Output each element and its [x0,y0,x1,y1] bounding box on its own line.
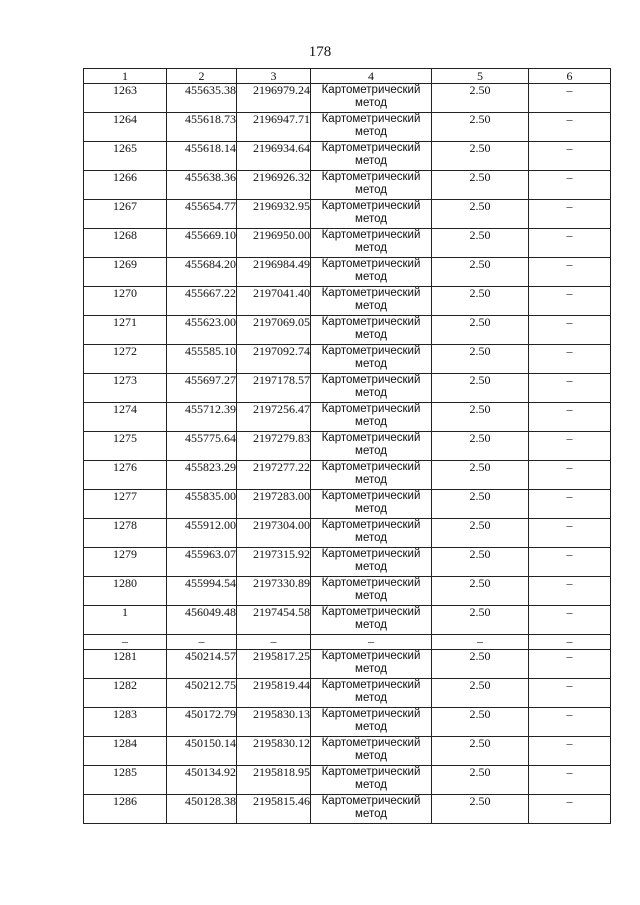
method-line-2: метод [355,271,387,283]
note-cell: – [529,200,611,229]
table-row [84,708,611,737]
point-number-cell: 1277 [84,490,167,519]
column-header: 5 [432,69,529,84]
note-cell: – [529,432,611,461]
note-cell: – [529,403,611,432]
x-coordinate-cell: 455697.27 [167,374,237,403]
y-coordinate-cell: 2196979.24 [237,84,311,113]
method-line-1: Картометрический [321,84,421,96]
method-line-2: метод [355,721,387,733]
note-cell: – [529,171,611,200]
point-number-cell: 1267 [84,200,167,229]
x-coordinate-cell: 450150.14 [167,737,237,766]
accuracy-cell: 2.50 [432,548,529,577]
x-coordinate-cell: 455635.38 [167,84,237,113]
method-cell [311,461,432,490]
table-row [84,345,611,374]
method-line-1: Картометрический [321,113,421,125]
accuracy-cell: 2.50 [432,287,529,316]
note-cell: – [529,795,611,824]
note-cell: – [529,606,611,635]
y-coordinate-cell: 2196932.95 [237,200,311,229]
y-coordinate-cell: 2197279.83 [237,432,311,461]
table-row [84,258,611,287]
table-row [84,113,611,142]
method-line-1: Картометрический [321,142,421,154]
point-number-cell: 1286 [84,795,167,824]
note-cell: – [529,345,611,374]
method-cell [311,766,432,795]
table-row [84,490,611,519]
point-number-cell: 1281 [84,650,167,679]
method-line-2: метод [355,779,387,791]
method-line-2: метод [355,590,387,602]
method-line-2: метод [355,155,387,167]
method-cell [311,403,432,432]
method-line-2: метод [355,329,387,341]
accuracy-cell: 2.50 [432,84,529,113]
table-row [84,403,611,432]
separator-cell: – [311,635,432,650]
method-line-2: метод [355,692,387,704]
y-coordinate-cell: 2197454.58 [237,606,311,635]
note-cell: – [529,490,611,519]
x-coordinate-cell: 450128.38 [167,795,237,824]
method-line-1: Картометрический [321,345,421,357]
x-coordinate-cell: 450134.92 [167,766,237,795]
method-cell [311,229,432,258]
method-cell [311,84,432,113]
separator-cell: – [432,635,529,650]
point-number-cell: 1272 [84,345,167,374]
note-cell: – [529,461,611,490]
table-row [84,737,611,766]
method-line-2: метод [355,300,387,312]
y-coordinate-cell: 2195830.13 [237,708,311,737]
coordinates-table [83,68,611,824]
note-cell: – [529,258,611,287]
note-cell: – [529,316,611,345]
table-row [84,577,611,606]
table-row [84,650,611,679]
point-number-cell: 1283 [84,708,167,737]
y-coordinate-cell: 2197283.00 [237,490,311,519]
column-header: 3 [237,69,311,84]
method-line-1: Картометрический [321,650,421,662]
method-line-2: метод [355,416,387,428]
column-header: 6 [529,69,611,84]
accuracy-cell: 2.50 [432,650,529,679]
y-coordinate-cell: 2195830.12 [237,737,311,766]
accuracy-cell: 2.50 [432,679,529,708]
point-number-cell: 1282 [84,679,167,708]
point-number-cell: 1 [84,606,167,635]
method-cell [311,258,432,287]
table-row [84,679,611,708]
table-row [84,229,611,258]
note-cell: – [529,708,611,737]
accuracy-cell: 2.50 [432,795,529,824]
table-row [84,432,611,461]
accuracy-cell: 2.50 [432,606,529,635]
y-coordinate-cell: 2196984.49 [237,258,311,287]
x-coordinate-cell: 455912.00 [167,519,237,548]
column-header: 1 [84,69,167,84]
method-line-1: Картометрический [321,374,421,386]
table-row [84,142,611,171]
method-cell [311,490,432,519]
point-number-cell: 1275 [84,432,167,461]
y-coordinate-cell: 2197092.74 [237,345,311,374]
method-line-2: метод [355,213,387,225]
table-row [84,795,611,824]
accuracy-cell: 2.50 [432,519,529,548]
y-coordinate-cell: 2197304.00 [237,519,311,548]
method-line-1: Картометрический [321,171,421,183]
accuracy-cell: 2.50 [432,113,529,142]
table-row [84,548,611,577]
table-row [84,606,611,635]
method-line-2: метод [355,750,387,762]
method-cell [311,708,432,737]
y-coordinate-cell: 2197178.57 [237,374,311,403]
method-cell [311,287,432,316]
y-coordinate-cell: 2197330.89 [237,577,311,606]
y-coordinate-cell: 2195815.46 [237,795,311,824]
table-row [84,200,611,229]
method-line-1: Картометрический [321,461,421,473]
accuracy-cell: 2.50 [432,766,529,795]
method-cell [311,200,432,229]
method-cell [311,113,432,142]
method-cell [311,171,432,200]
method-line-1: Картометрический [321,708,421,720]
note-cell: – [529,766,611,795]
separator-cell: – [237,635,311,650]
note-cell: – [529,84,611,113]
table-row [84,287,611,316]
accuracy-cell: 2.50 [432,708,529,737]
y-coordinate-cell: 2197277.22 [237,461,311,490]
method-line-2: метод [355,619,387,631]
method-line-1: Картометрический [321,287,421,299]
method-cell [311,679,432,708]
method-line-2: метод [355,474,387,486]
method-line-1: Картометрический [321,490,421,502]
method-cell [311,606,432,635]
table-row [84,461,611,490]
point-number-cell: 1265 [84,142,167,171]
table-row [84,171,611,200]
x-coordinate-cell: 455618.73 [167,113,237,142]
note-cell: – [529,142,611,171]
note-cell: – [529,679,611,708]
accuracy-cell: 2.50 [432,142,529,171]
method-line-2: метод [355,561,387,573]
method-cell [311,432,432,461]
accuracy-cell: 2.50 [432,577,529,606]
method-line-2: метод [355,503,387,515]
x-coordinate-cell: 456049.48 [167,606,237,635]
method-line-1: Картометрический [321,432,421,444]
column-header: 4 [311,69,432,84]
method-cell [311,737,432,766]
method-line-1: Картометрический [321,229,421,241]
note-cell: – [529,519,611,548]
y-coordinate-cell: 2196950.00 [237,229,311,258]
method-line-2: метод [355,663,387,675]
accuracy-cell: 2.50 [432,403,529,432]
note-cell: – [529,374,611,403]
point-number-cell: 1263 [84,84,167,113]
method-line-1: Картометрический [321,403,421,415]
note-cell: – [529,229,611,258]
point-number-cell: 1268 [84,229,167,258]
accuracy-cell: 2.50 [432,490,529,519]
point-number-cell: 1276 [84,461,167,490]
method-cell [311,795,432,824]
accuracy-cell: 2.50 [432,316,529,345]
method-line-1: Картометрический [321,606,421,618]
method-line-2: метод [355,184,387,196]
table-row [84,766,611,795]
separator-cell: – [167,635,237,650]
x-coordinate-cell: 455623.00 [167,316,237,345]
x-coordinate-cell: 455618.14 [167,142,237,171]
method-cell [311,548,432,577]
x-coordinate-cell: 455994.54 [167,577,237,606]
table-header-row [84,69,611,84]
method-cell [311,650,432,679]
method-line-2: метод [355,358,387,370]
method-line-1: Картометрический [321,258,421,270]
accuracy-cell: 2.50 [432,200,529,229]
accuracy-cell: 2.50 [432,171,529,200]
point-number-cell: 1266 [84,171,167,200]
y-coordinate-cell: 2197041.40 [237,287,311,316]
separator-cell: – [529,635,611,650]
y-coordinate-cell: 2197069.05 [237,316,311,345]
method-line-1: Картометрический [321,577,421,589]
accuracy-cell: 2.50 [432,374,529,403]
x-coordinate-cell: 455654.77 [167,200,237,229]
separator-cell: – [84,635,167,650]
method-line-1: Картометрический [321,519,421,531]
x-coordinate-cell: 450212.75 [167,679,237,708]
x-coordinate-cell: 455835.00 [167,490,237,519]
method-cell [311,519,432,548]
method-line-2: метод [355,387,387,399]
table-row [84,374,611,403]
point-number-cell: 1279 [84,548,167,577]
table-row [84,519,611,548]
note-cell: – [529,287,611,316]
table-body [84,84,611,824]
accuracy-cell: 2.50 [432,345,529,374]
separator-row [84,635,611,650]
accuracy-cell: 2.50 [432,737,529,766]
page-number: 178 [308,44,332,60]
method-line-1: Картометрический [321,316,421,328]
method-line-2: метод [355,97,387,109]
note-cell: – [529,548,611,577]
method-line-1: Картометрический [321,200,421,212]
point-number-cell: 1284 [84,737,167,766]
note-cell: – [529,650,611,679]
accuracy-cell: 2.50 [432,258,529,287]
method-cell [311,374,432,403]
accuracy-cell: 2.50 [432,432,529,461]
point-number-cell: 1280 [84,577,167,606]
y-coordinate-cell: 2196926.32 [237,171,311,200]
point-number-cell: 1270 [84,287,167,316]
method-line-1: Картометрический [321,548,421,560]
point-number-cell: 1264 [84,113,167,142]
y-coordinate-cell: 2196947.71 [237,113,311,142]
method-cell [311,345,432,374]
note-cell: – [529,113,611,142]
accuracy-cell: 2.50 [432,229,529,258]
method-line-2: метод [355,242,387,254]
y-coordinate-cell: 2197315.92 [237,548,311,577]
x-coordinate-cell: 455684.20 [167,258,237,287]
point-number-cell: 1269 [84,258,167,287]
method-line-2: метод [355,808,387,820]
accuracy-cell: 2.50 [432,461,529,490]
x-coordinate-cell: 455712.39 [167,403,237,432]
column-header: 2 [167,69,237,84]
method-cell [311,142,432,171]
x-coordinate-cell: 450172.79 [167,708,237,737]
y-coordinate-cell: 2195817.25 [237,650,311,679]
note-cell: – [529,737,611,766]
method-line-1: Картометрический [321,766,421,778]
x-coordinate-cell: 450214.57 [167,650,237,679]
method-cell [311,577,432,606]
point-number-cell: 1285 [84,766,167,795]
x-coordinate-cell: 455669.10 [167,229,237,258]
method-line-1: Картометрический [321,795,421,807]
y-coordinate-cell: 2197256.47 [237,403,311,432]
method-line-2: метод [355,445,387,457]
x-coordinate-cell: 455775.64 [167,432,237,461]
table-row [84,316,611,345]
x-coordinate-cell: 455823.29 [167,461,237,490]
method-line-2: метод [355,126,387,138]
y-coordinate-cell: 2196934.64 [237,142,311,171]
point-number-cell: 1274 [84,403,167,432]
y-coordinate-cell: 2195818.95 [237,766,311,795]
point-number-cell: 1278 [84,519,167,548]
method-line-1: Картометрический [321,679,421,691]
note-cell: – [529,577,611,606]
x-coordinate-cell: 455638.36 [167,171,237,200]
x-coordinate-cell: 455585.10 [167,345,237,374]
method-cell [311,316,432,345]
y-coordinate-cell: 2195819.44 [237,679,311,708]
point-number-cell: 1271 [84,316,167,345]
x-coordinate-cell: 455667.22 [167,287,237,316]
table-row [84,84,611,113]
x-coordinate-cell: 455963.07 [167,548,237,577]
method-line-1: Картометрический [321,737,421,749]
method-line-2: метод [355,532,387,544]
point-number-cell: 1273 [84,374,167,403]
